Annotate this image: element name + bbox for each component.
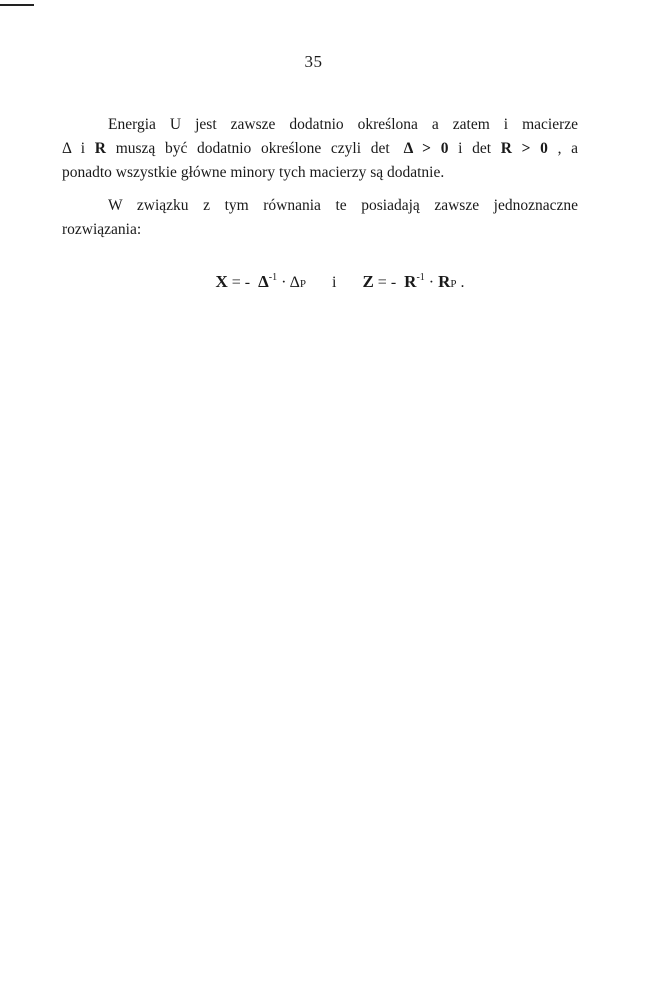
symbol-x: X — [215, 272, 228, 291]
text-fragment: i det — [458, 140, 492, 157]
period: . — [460, 274, 465, 291]
inverse-exponent: -1 — [268, 272, 278, 283]
subscript-p: P — [299, 278, 306, 290]
symbol-delta: Δ — [258, 272, 269, 291]
paragraph-line — [62, 137, 578, 161]
inverse-exponent: -1 — [416, 272, 425, 283]
inequality-r: R > 0 — [500, 140, 548, 157]
paragraph-line: Energia U jest zawsze dodatnio określona a zatem i macierze — [108, 116, 578, 133]
paragraph-energy — [62, 113, 578, 185]
symbol-r: R — [404, 272, 417, 291]
equals-minus: = - — [377, 274, 397, 291]
conjunction: i — [332, 274, 337, 291]
scan-corner-mark — [0, 4, 34, 6]
page-number: 35 — [304, 52, 323, 71]
paragraph-line: W związku z tym równania te posiadają zawsze jednoznaczne — [108, 197, 578, 214]
paragraph-solutions — [62, 194, 578, 242]
text-fragment: Δ i — [62, 140, 86, 157]
text-fragment: , a — [557, 140, 579, 157]
solution-equation — [0, 272, 645, 292]
equals-minus: = - — [231, 274, 251, 291]
inequality-delta: Δ > 0 — [403, 140, 449, 157]
subscript-p: P — [450, 278, 457, 290]
symbol-z: Z — [362, 272, 374, 291]
paragraph-line: ponadto wszystkie główne minory tych macierzy są dodatnie. — [62, 164, 445, 181]
matrix-symbol: R — [94, 140, 106, 157]
text-fragment: muszą być dodatnio określone czyli det — [115, 140, 390, 157]
paragraph-line: rozwiązania: — [62, 221, 142, 238]
dot-operator: · — [428, 274, 435, 291]
dot-operator: · — [281, 274, 287, 291]
symbol-r-p: R — [438, 272, 451, 291]
symbol-delta-p: Δ — [289, 274, 300, 291]
